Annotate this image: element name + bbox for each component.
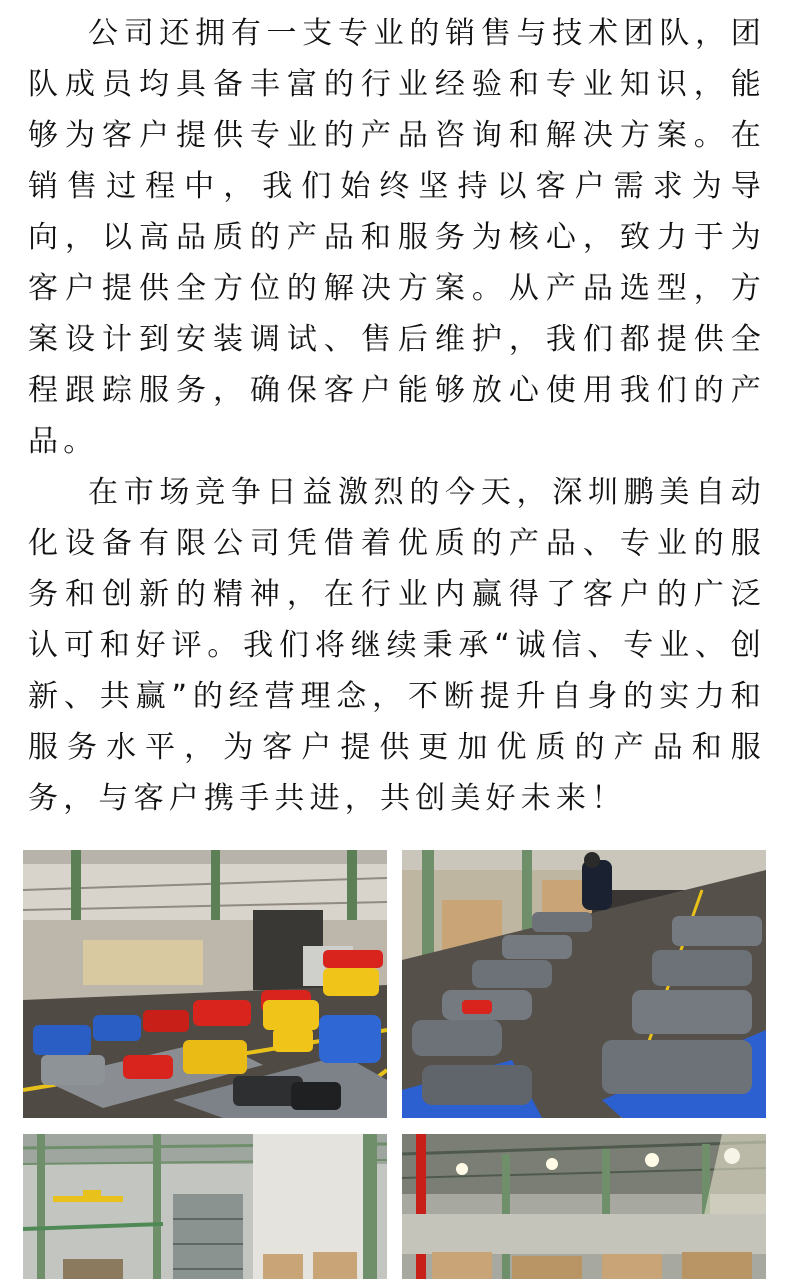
article-body [28,8,766,824]
paragraph-market: 在市场竞争日益激烈的今天，深圳鹏美自动化设备有限公司凭借着优质的产品、专业的服务和创新的精神，在行业内赢得了客户的广泛认可和好评。我们将继续秉承“诚信、专业、创新、共赢”的经营理念，不断提升自身的实力和服务水平，为客户提供更加优质的产品和服务，与客户携手共进，共创美好未来！ [28,475,766,816]
warehouse-colored-motors-photo [23,850,387,1118]
paragraph-team: 公司还拥有一支专业的销售与技术团队，团队成员均具备丰富的行业经验和专业知识，能够为客户提供专业的产品咨询和解决方案。在销售过程中，我们始终坚持以客户需求为导向，以高品质的产品和服务为核心，致力于为客户提供全方位的解决方案。从产品选型，方案设计到安装调试、售后维护，我们都提供全程跟踪服务，确保客户能够放心使用我们的产品。 [28,16,766,459]
warehouse-gray-motors-photo [402,850,766,1118]
factory-crane-racking-photo [23,1134,387,1279]
warehouse-lighting-photo [402,1134,766,1279]
